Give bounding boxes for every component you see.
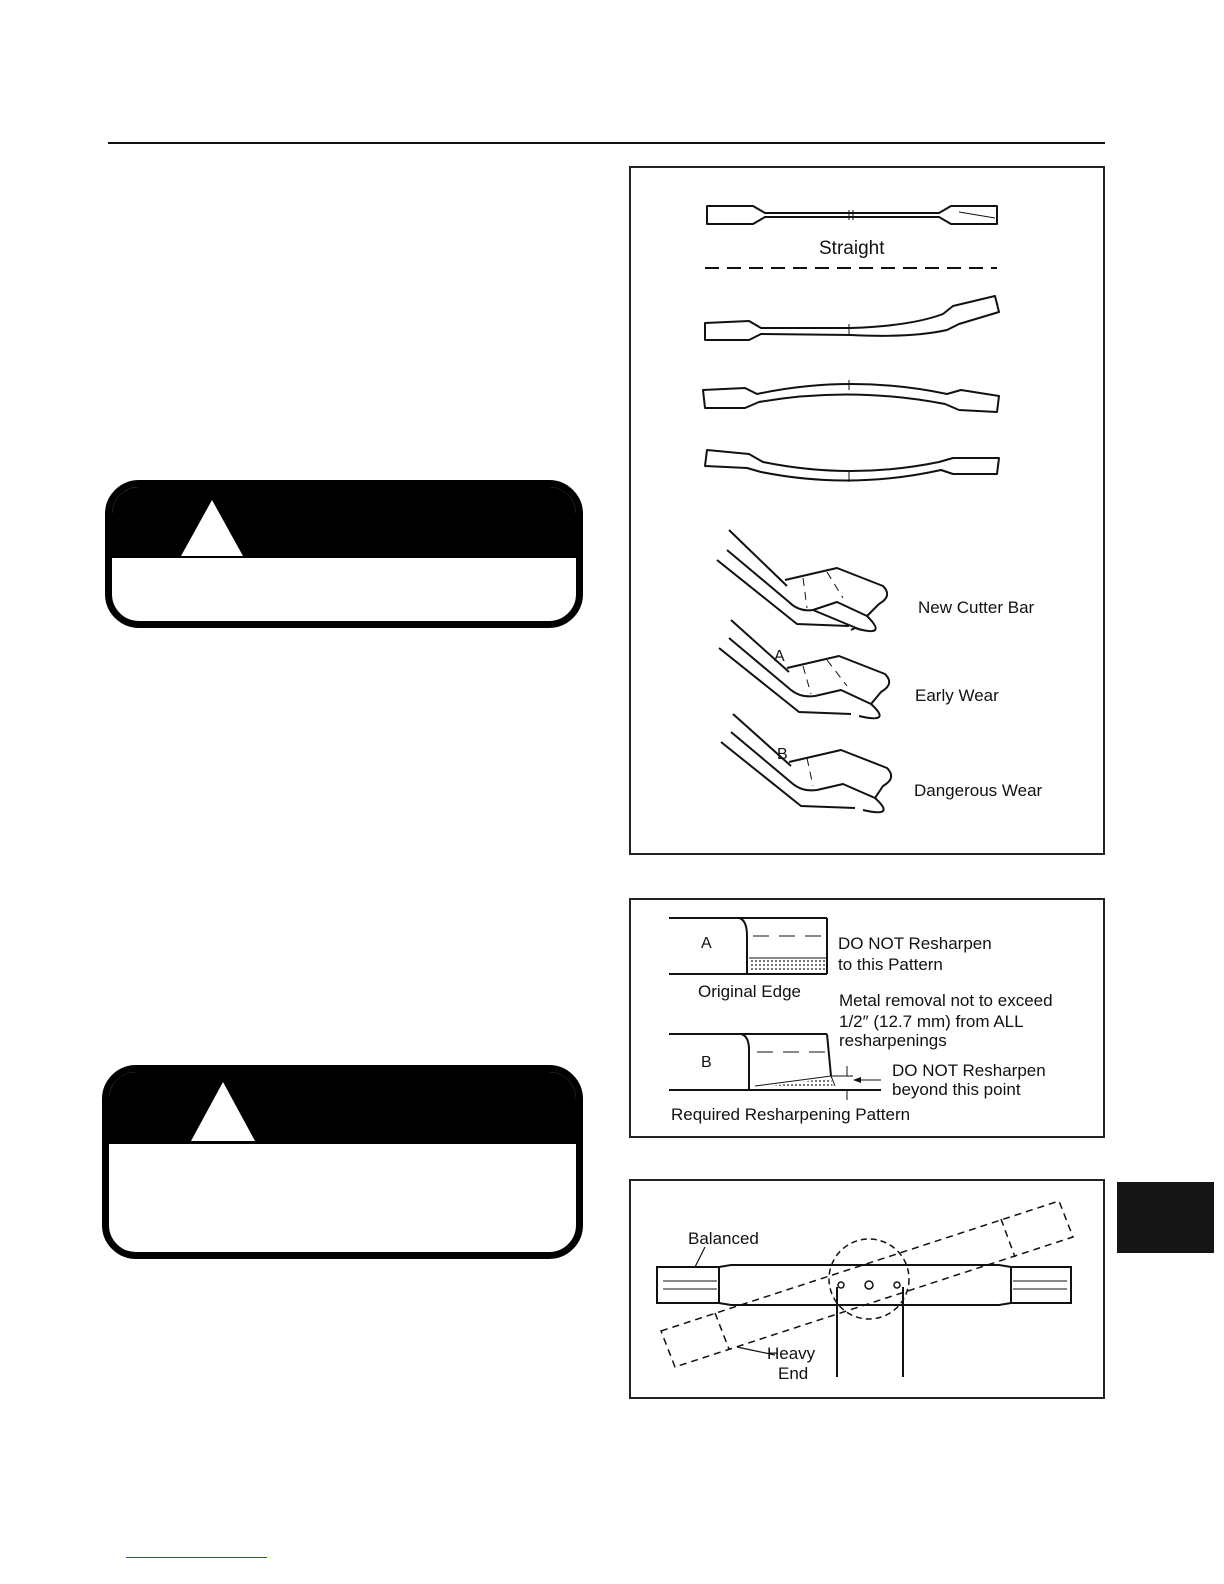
figure-blade-straightness [629,166,1105,855]
label-early-wear: Early Wear [915,686,999,705]
res-metal-removal-1: Metal removal not to exceed [839,991,1053,1010]
straight-blade-drawing [707,206,997,224]
bent-blade-1-drawing [705,296,999,340]
blade-balance-drawing [631,1181,1103,1397]
res-beyond-1: DO NOT Resharpen [892,1061,1046,1080]
new-cutter-bar-drawing [717,530,876,631]
label-end: End [778,1364,809,1383]
bent-blade-3-drawing [705,450,999,481]
res-required-pattern: Required Resharpening Pattern [671,1105,911,1124]
early-wear-drawing [719,620,880,718]
marker-a: A [774,648,785,665]
res-original-edge: Original Edge [698,982,802,1001]
res-marker-a: A [701,935,712,952]
label-heavy: Heavy [767,1344,816,1363]
warning-triangle-icon [179,498,245,558]
label-straight: Straight [819,238,885,259]
figure-blade-balance [629,1179,1105,1399]
res-marker-b: B [701,1054,712,1071]
header-rule [108,142,1105,144]
res-beyond-2: beyond this point [892,1080,1021,1099]
figure-resharpening [629,898,1105,1138]
res-do-not-pattern-1: DO NOT Resharpen [838,934,992,953]
label-dangerous-wear: Dangerous Wear [914,781,1043,800]
warning-box-1 [105,480,583,628]
marker-b: B [777,746,788,763]
res-do-not-pattern-2: to this Pattern [838,955,943,974]
blade-straightness-drawing [631,168,1103,853]
warning-header-band [109,1072,576,1144]
footer-link-underline [126,1557,267,1558]
label-new-cutter-bar: New Cutter Bar [918,598,1035,617]
dangerous-wear-drawing [721,714,884,812]
section-thumb-tab [1117,1182,1214,1253]
warning-triangle-icon [189,1080,257,1143]
warning-box-2 [102,1065,583,1259]
res-metal-removal-3: resharpenings [839,1031,947,1050]
label-balanced: Balanced [688,1229,759,1248]
bent-blade-2-drawing [703,384,999,412]
res-metal-removal-2: 1/2″ (12.7 mm) from ALL [839,1012,1024,1031]
